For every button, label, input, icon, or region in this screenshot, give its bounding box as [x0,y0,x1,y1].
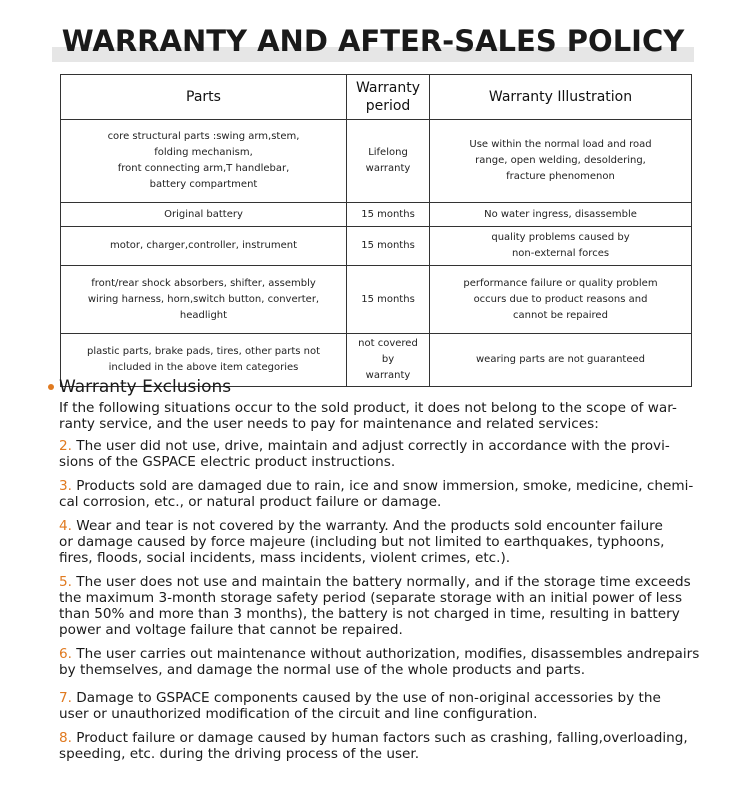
cell-line: headlight [179,309,228,321]
cell-line: performance failure or quality problem [463,277,658,289]
cell-line: warranty [365,163,411,174]
cell-parts [61,227,347,266]
cell-line: fracture phenomenon [506,171,615,182]
table-row [61,227,692,266]
item-number: 8. [59,730,72,746]
page-title: WARRANTY AND AFTER-SALES POLICY [61,24,685,58]
list-item: 3. Products sold are damaged due to rain, ice and snow immersion, smoke, medicine, chemi- cal corrosion, etc., or natural product failure or damage. [59,478,694,510]
cell-line: quality problems caused by [491,232,630,243]
warranty-exclusions-section [48,376,708,770]
cell-line: range, open welding, desoldering, [475,155,646,166]
cell-line: not covered by [358,338,418,365]
cell-line: plastic parts, brake pads, tires, other parts not [86,346,321,357]
exclusions-intro: If the following situations occur to the sold product, it does not belong to the scope of war- ranty service, and the user needs to pay for maintenance and related services: [59,400,677,432]
cell-line: front/rear shock absorbers, shifter, assembly [91,277,316,289]
header-parts: Parts [61,75,347,120]
bullet-dot-icon [48,384,54,390]
item-number: 4. [59,518,72,534]
cell-period [347,120,430,203]
cell-line: non-external forces [511,248,610,259]
item-number: 5. [59,574,72,590]
cell-line: Original battery [164,208,243,220]
header-warranty-period [347,75,430,120]
title-banner [52,22,694,62]
cell-line: No water ingress, disassemble [484,208,637,220]
list-item: 6. The user carries out maintenance without authorization, modifies, disassembles andrepairs by themselves, and damage the normal use of the whole products and parts. [59,646,700,678]
item-number: 7. [59,690,72,706]
cell-line: included in the above item categories [108,362,299,373]
item-number: 6. [59,646,72,662]
cell-line: wiring harness, horn,switch button, converter, [87,293,320,305]
warranty-table [60,74,692,387]
cell-line: cannot be repaired [513,309,608,321]
cell-line: warranty [365,370,411,381]
section-heading [48,376,708,398]
list-item: 4. Wear and tear is not covered by the warranty. And the products sold encounter failure or damage caused by force majeure (including but not limited to earthquakes, typhoons, fires, floods, social incidents, mass incidents, violent crimes, etc.). [59,518,665,566]
cell-illustration [430,227,692,266]
cell-parts [61,120,347,203]
cell-line: Use within the normal load and road [469,139,652,150]
table-row [61,203,692,227]
cell-line: Lifelong [368,147,408,158]
cell-line: front connecting arm,T handlebar, [117,163,290,174]
table-row [61,266,692,334]
section-title: Warranty Exclusions [59,377,232,397]
cell-line: 15 months [361,293,415,305]
header-warranty-period-text: Warranty period [355,80,421,114]
cell-period [347,227,430,266]
cell-illustration [430,120,692,203]
cell-parts [61,203,347,227]
list-item: 7. Damage to GSPACE components caused by the use of non-original accessories by the user or unauthorized modification of the circuit and line configuration. [59,690,661,722]
cell-line: 15 months [361,208,415,220]
list-item: 5. The user does not use and maintain the battery normally, and if the storage time exceeds the maximum 3-month storage safety period (separate storage with an initial power of less than 50% and more than 3 months), the battery is not charged in time, resulting in battery power and voltage failure that cannot be repaired. [59,574,691,638]
cell-line: core structural parts :swing arm,stem, [107,131,300,142]
table-row [61,120,692,203]
cell-parts [61,266,347,334]
cell-period [347,203,430,227]
cell-illustration [430,203,692,227]
item-number: 3. [59,478,72,494]
cell-line: motor, charger,controller, instrument [110,240,297,251]
cell-line: folding mechanism, [154,147,253,158]
cell-line: wearing parts are not guaranteed [476,354,645,365]
cell-period [347,266,430,334]
item-number: 2. [59,438,72,454]
list-item: 8. Product failure or damage caused by human factors such as crashing, falling,overloading, speeding, etc. during the driving process of the user. [59,730,688,762]
table-header-row [61,75,692,120]
cell-line: 15 months [361,240,415,251]
cell-line: occurs due to product reasons and [473,293,648,305]
header-warranty-illustration: Warranty Illustration [430,75,692,120]
cell-illustration [430,266,692,334]
cell-line: battery compartment [149,179,258,190]
list-item: 2. The user did not use, drive, maintain and adjust correctly in accordance with the provi- sions of the GSPACE electric product instructions. [59,438,670,470]
